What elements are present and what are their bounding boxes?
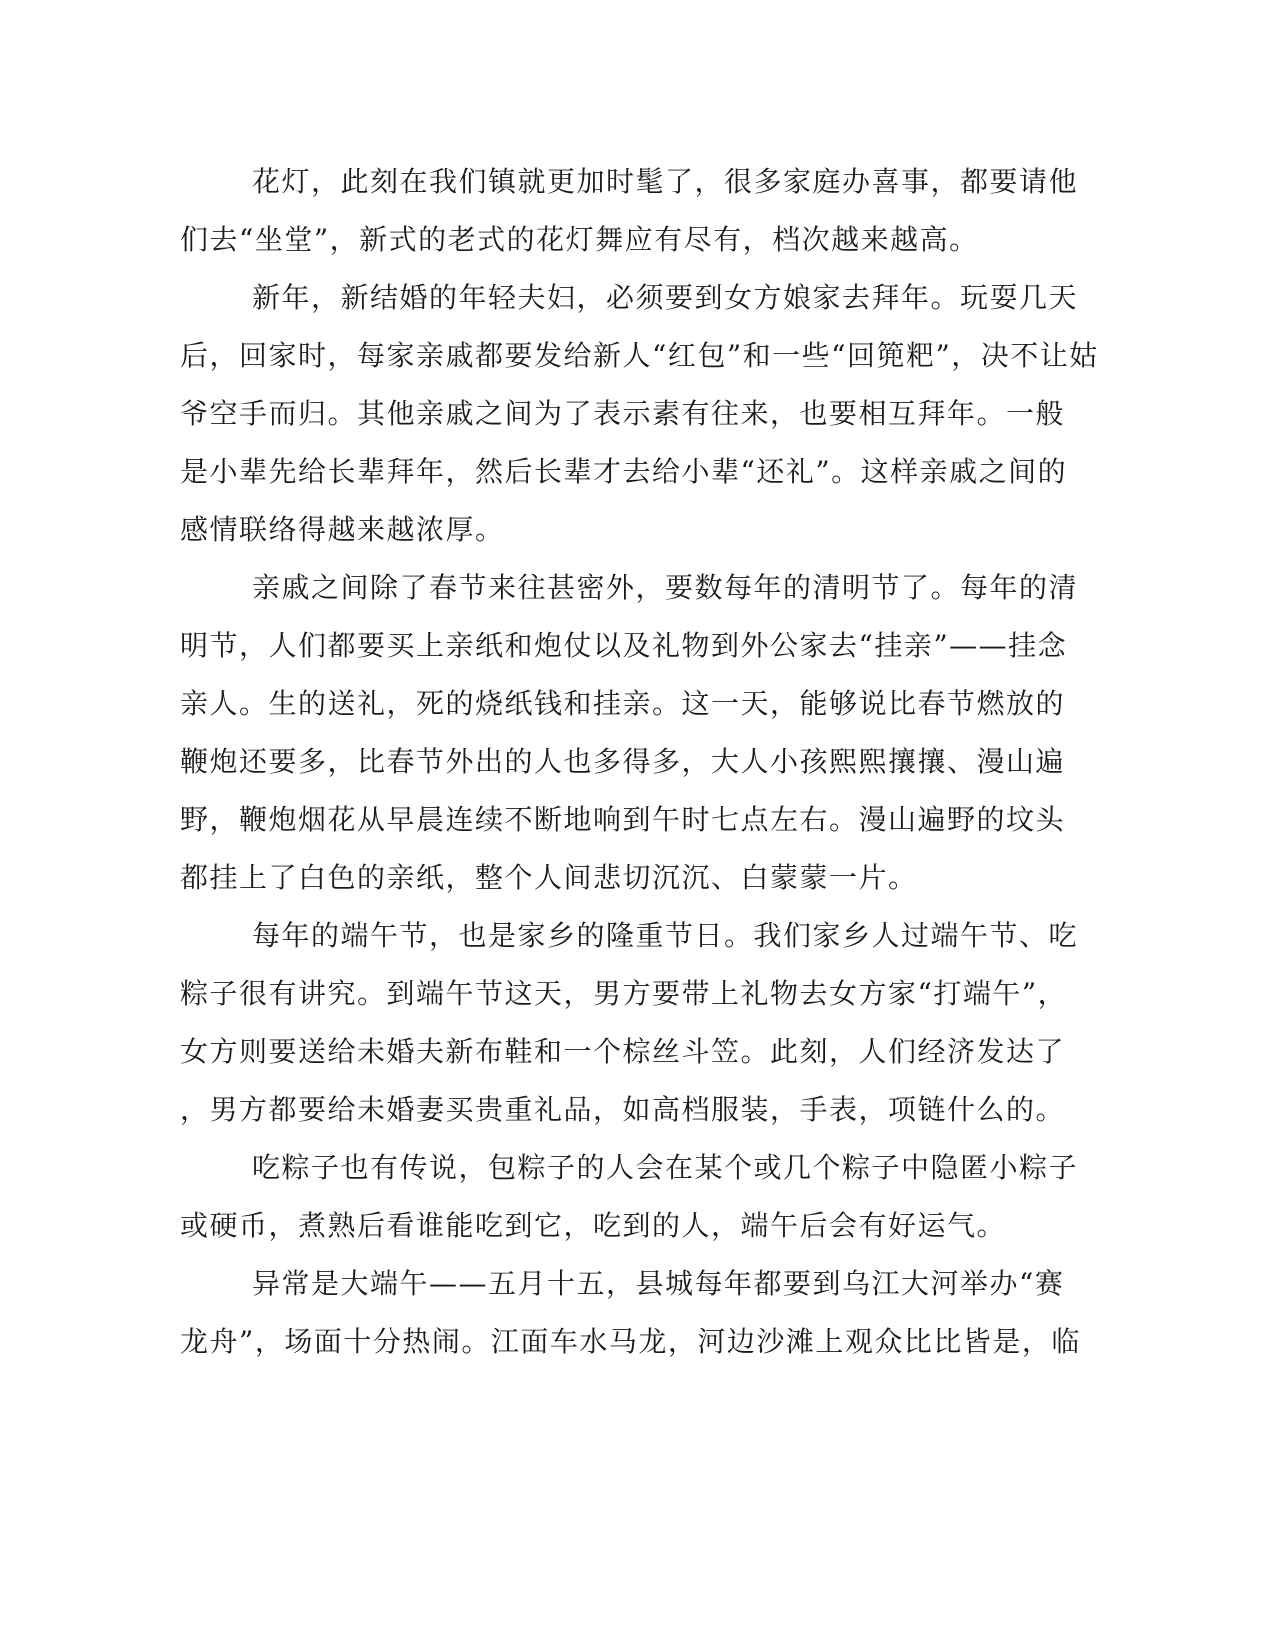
text-line: 异常是大端午——五月十五，县城每年都要到乌江大河举办“赛	[252, 1267, 1065, 1300]
text-line: 或硬币，煮熟后看谁能吃到它，吃到的人，端午后会有好运气。	[180, 1209, 1007, 1242]
text-line: 粽子很有讲究。到端午节这天，男方要带上礼物去女方家“打端午”，	[180, 977, 1068, 1010]
text-line: 花灯，此刻在我们镇就更加时髦了，很多家庭办喜事，都要请他	[252, 165, 1079, 198]
text-line: 后，回家时，每家亲戚都要发给新人“红包”和一些“回篼粑”，决不让姑	[180, 339, 1099, 372]
text-line: 龙舟”，场面十分热闹。江面车水马龙，河边沙滩上观众比比皆是，临	[180, 1325, 1081, 1358]
text-line: ，男方都要给未婚妻买贵重礼品，如高档服装，手表，项链什么的。	[180, 1093, 1066, 1126]
text-line: 野，鞭炮烟花从早晨连续不断地响到午时七点左右。漫山遍野的坟头	[180, 803, 1066, 836]
text-line: 女方则要送给未婚夫新布鞋和一个棕丝斗笠。此刻，人们经济发达了	[180, 1035, 1066, 1068]
text-line: 亲人。生的送礼，死的烧纸钱和挂亲。这一天，能够说比春节燃放的	[180, 687, 1066, 720]
text-line: 爷空手而归。其他亲戚之间为了表示素有往来，也要相互拜年。一般	[180, 397, 1066, 430]
text-line: 新年，新结婚的年轻夫妇，必须要到女方娘家去拜年。玩耍几天	[252, 281, 1079, 314]
text-line: 明节，人们都要买上亲纸和炮仗以及礼物到外公家去“挂亲”——挂念	[180, 629, 1068, 662]
text-line: 是小辈先给长辈拜年，然后长辈才去给小辈“还礼”。这样亲戚之间的	[180, 455, 1068, 488]
text-line: 们去“坐堂”，新式的老式的花灯舞应有尽有，档次越来越高。	[180, 223, 979, 256]
text-line: 吃粽子也有传说，包粽子的人会在某个或几个粽子中隐匿小粽子	[252, 1151, 1079, 1184]
text-line: 感情联络得越来越浓厚。	[180, 513, 505, 546]
text-line: 每年的端午节，也是家乡的隆重节日。我们家乡人过端午节、吃	[252, 919, 1079, 952]
text-line: 亲戚之间除了春节来往甚密外，要数每年的清明节了。每年的清	[252, 571, 1079, 604]
text-line: 都挂上了白色的亲纸，整个人间悲切沉沉、白蒙蒙一片。	[180, 861, 918, 894]
text-line: 鞭炮还要多，比春节外出的人也多得多，大人小孩熙熙攘攘、漫山遍	[180, 745, 1066, 778]
